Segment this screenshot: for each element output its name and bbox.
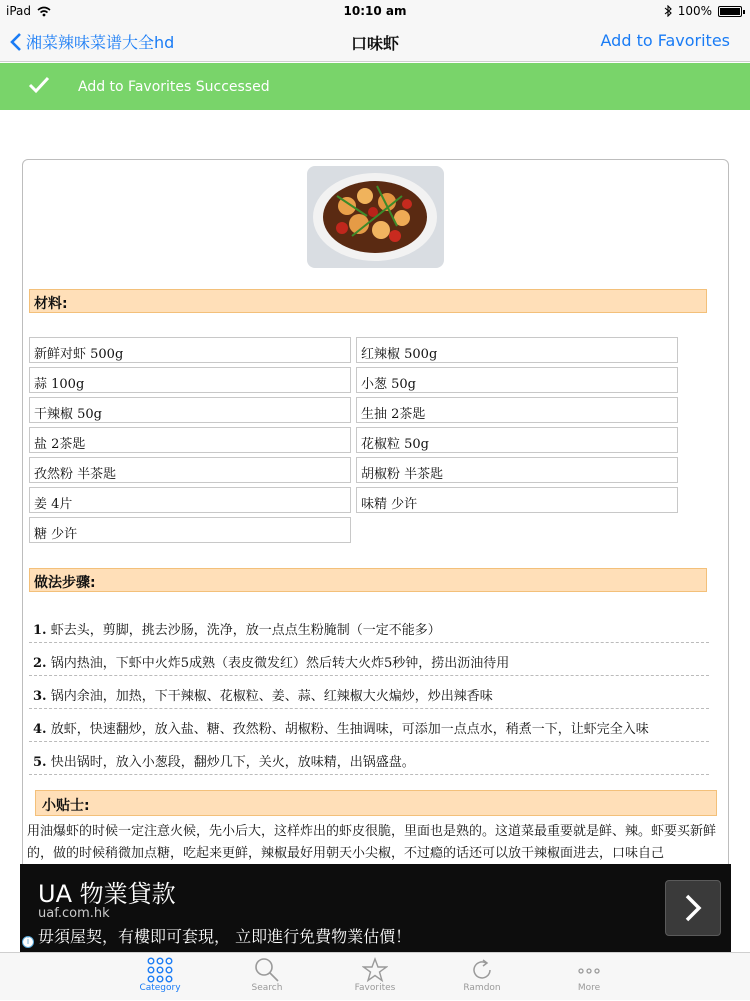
step-text: 快出锅时，放入小葱段，翻炒几下，关火，放味精，出锅盛盘。: [50, 755, 415, 770]
ingredient-cell: 姜 4片: [29, 487, 351, 513]
ingredient-cell: 干辣椒 50g: [29, 397, 351, 423]
ad-description: 毋須屋契，有樓即可套現， 立即進行免費物業估價！: [38, 927, 412, 946]
add-to-favorites-button[interactable]: Add to Favorites: [600, 31, 730, 50]
ingredient-cell: 小葱 50g: [356, 367, 678, 393]
ingredient-cell: 花椒粒 50g: [356, 427, 678, 453]
toast-message: Add to Favorites Successed: [78, 78, 270, 95]
page-title: 口味虾: [350, 34, 399, 53]
tab-category[interactable]: [115, 953, 205, 1001]
ad-info-icon[interactable]: i: [22, 936, 34, 948]
tab-label: Search: [251, 983, 283, 993]
ad-open-button[interactable]: [665, 880, 721, 936]
ingredient-cell: 蒜 100g: [29, 367, 351, 393]
ad-banner[interactable]: [0, 864, 750, 952]
ingredient-cell: 生抽 2茶匙: [356, 397, 678, 423]
tab-random[interactable]: [437, 953, 527, 1001]
ingredient-cell: 胡椒粉 半茶匙: [356, 457, 678, 483]
recipe-card: [22, 159, 729, 879]
bluetooth-icon: [664, 5, 672, 17]
ingredient-cell: 糖 少许: [29, 517, 351, 543]
device-label: iPad: [6, 4, 32, 18]
dish-photo: [307, 166, 444, 268]
status-bar: [0, 0, 750, 22]
tab-label: More: [577, 983, 601, 993]
checkmark-icon: [28, 76, 50, 94]
tips-text: 用油爆虾的时候一定注意火候，先小后大，这样炸出的虾皮很脆，里面也是熟的。这道菜最重要就是鲜、辣。虾要买新鲜的，做的时候稍微加点糖，吃起来更鲜，辣椒最好用朝天小尖椒，不过瘾的话还可以放干辣椒面进去，口味自己: [27, 824, 717, 861]
tab-bar: [0, 952, 750, 1000]
step-item: [29, 742, 709, 775]
step-number: 1.: [33, 623, 47, 638]
ad-title: UA 物業貸款: [38, 880, 176, 908]
step-item: [29, 676, 709, 709]
step-number: 2.: [33, 656, 47, 671]
step-text: 放虾，快速翻炒，放入盐、糖、孜然粉、胡椒粉、生抽调味，可添加一点点水，稍煮一下，让虾完全入味: [50, 722, 649, 737]
tab-label: Category: [139, 983, 181, 993]
navigation-bar: [0, 22, 750, 62]
ad-url: uaf.com.hk: [38, 906, 110, 921]
step-text: 锅内余油，加热，下干辣椒、花椒粒、姜、蒜、红辣椒大火煸炒，炒出辣香味: [50, 689, 493, 704]
ingredient-cell: 味精 少许: [356, 487, 678, 513]
step-number: 4.: [33, 722, 47, 737]
step-number: 5.: [33, 755, 47, 770]
ingredients-heading: 材料:: [29, 289, 707, 313]
steps-heading: 做法步骤:: [29, 568, 707, 592]
ingredient-cell: 盐 2茶匙: [29, 427, 351, 453]
step-item: [29, 643, 709, 676]
step-text: 虾去头，剪脚，挑去沙肠，洗净，放一点点生粉腌制（一定不能多）: [50, 623, 441, 638]
ingredient-cell: 红辣椒 500g: [356, 337, 678, 363]
battery-percent: 100%: [677, 4, 712, 18]
success-toast: [0, 63, 750, 110]
star-icon: [362, 957, 388, 983]
grid-icon: [147, 957, 173, 983]
tab-label: Favorites: [354, 983, 396, 993]
tab-label: Ramdon: [463, 983, 501, 993]
step-number: 3.: [33, 689, 47, 704]
chevron-right-icon: [683, 893, 703, 923]
tab-search[interactable]: [222, 953, 312, 1001]
more-icon: [576, 957, 602, 983]
battery-icon: [718, 6, 742, 17]
ingredient-cell: 孜然粉 半茶匙: [29, 457, 351, 483]
search-icon: [254, 957, 280, 983]
refresh-icon: [469, 957, 495, 983]
status-time: 10:10 am: [343, 4, 407, 18]
step-text: 锅内热油，下虾中火炸5成熟（表皮微发红）然后转大火炸5秒钟，捞出沥油待用: [50, 656, 510, 671]
step-item: [29, 610, 709, 643]
tips-heading: 小贴士:: [35, 790, 717, 816]
step-item: [29, 709, 709, 742]
back-button-label: 湘菜辣味菜谱大全hd: [26, 33, 175, 52]
ingredient-cell: 新鲜对虾 500g: [29, 337, 351, 363]
tab-favorites[interactable]: [330, 953, 420, 1001]
tab-more[interactable]: [544, 953, 634, 1001]
